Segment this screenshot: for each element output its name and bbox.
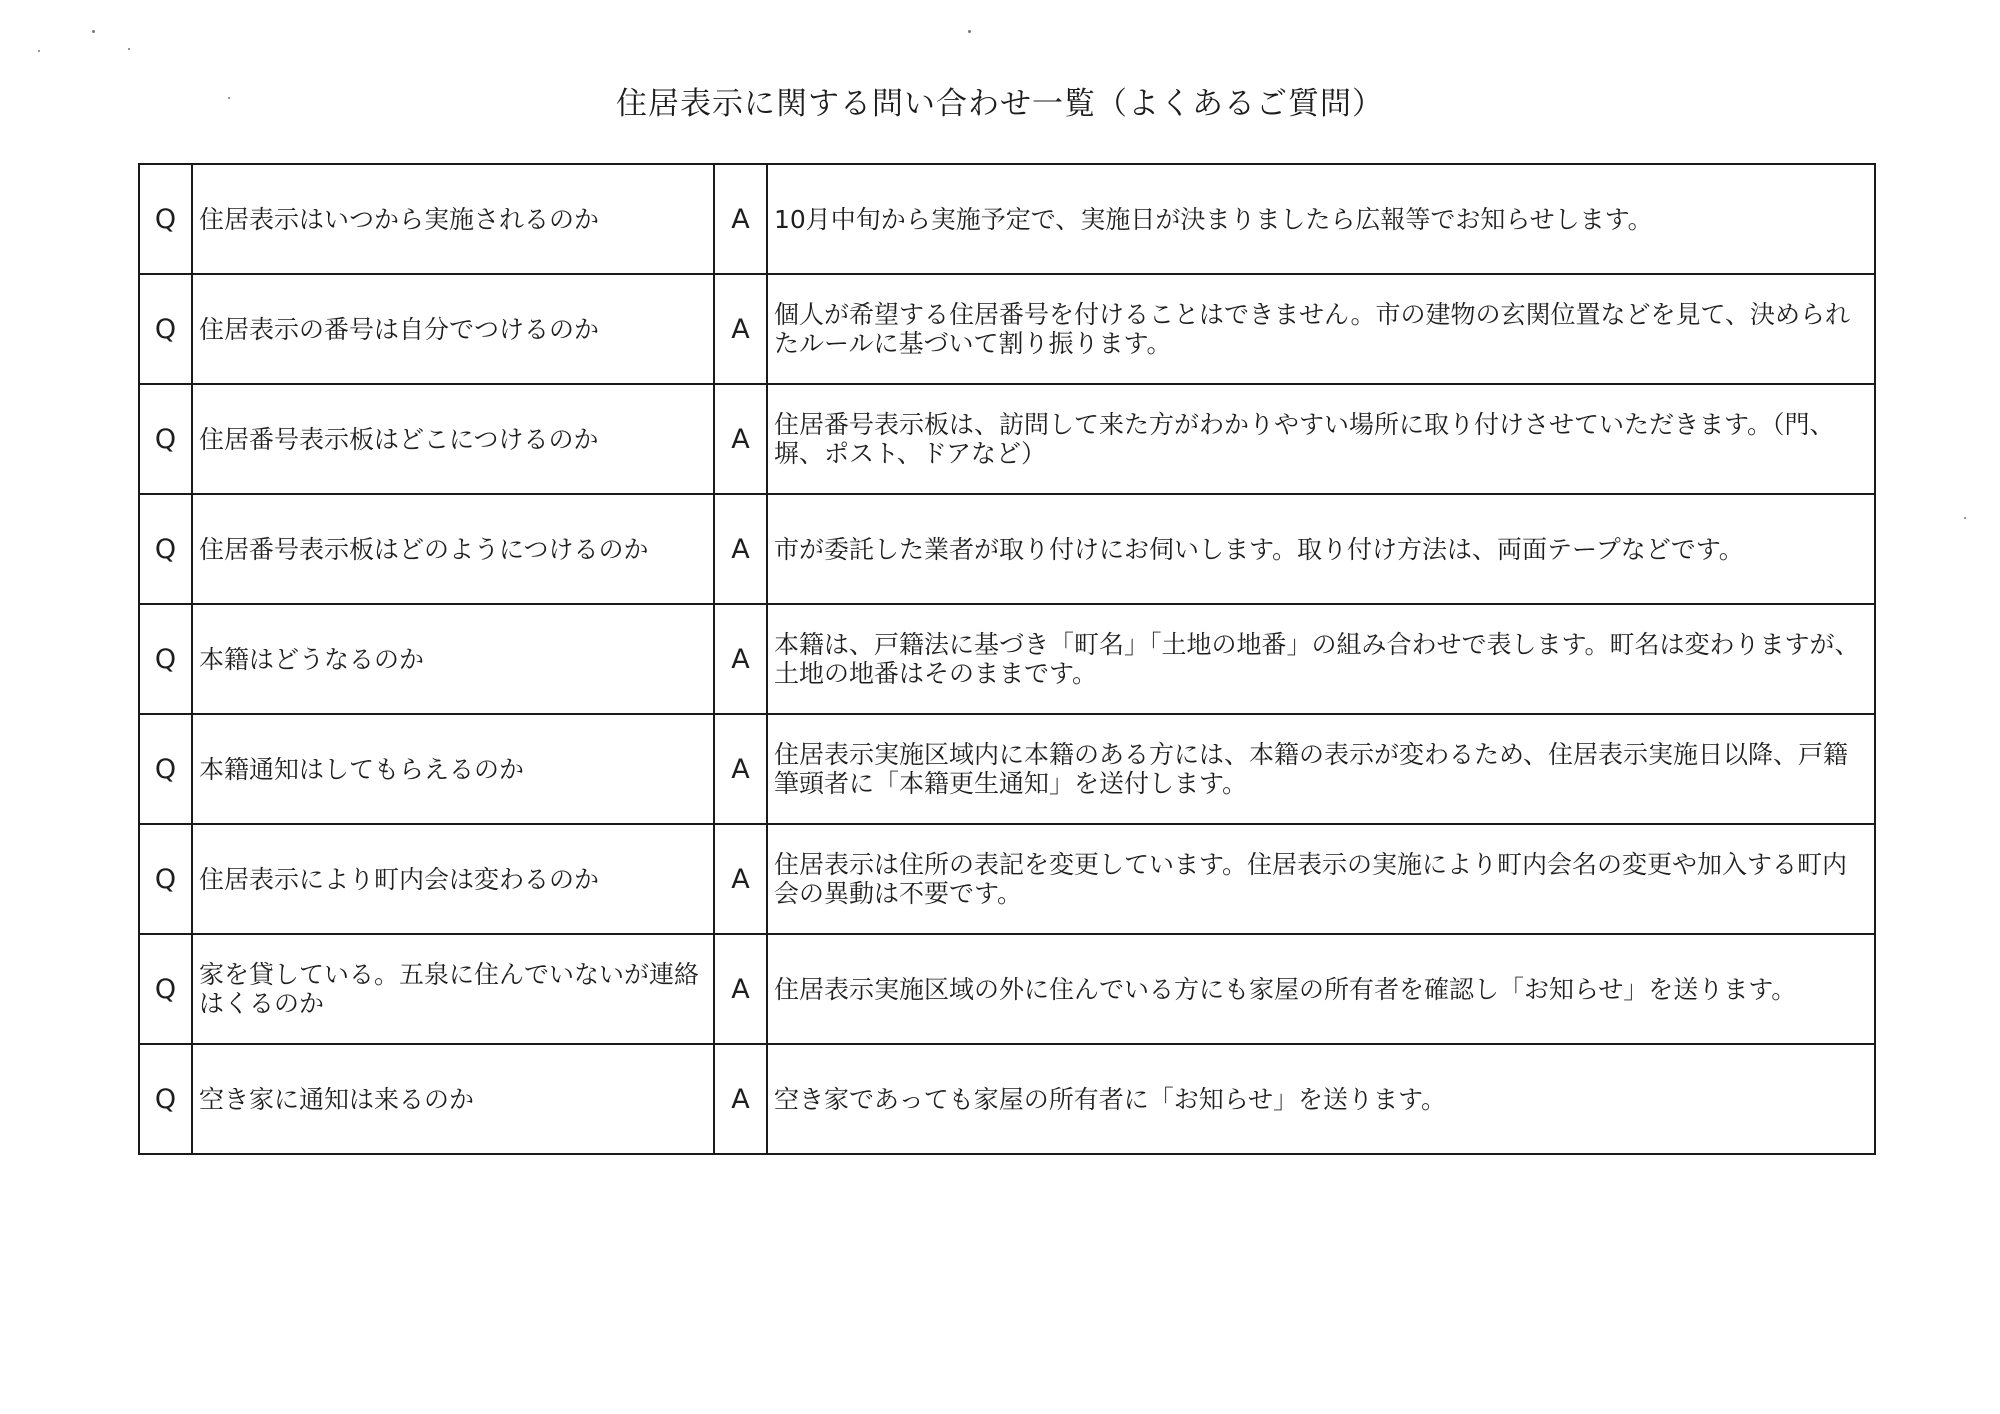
question-text: 家を貸している。五泉に住んでいないが連絡はくるのか bbox=[192, 934, 714, 1044]
scan-speck bbox=[1964, 517, 1966, 519]
answer-text: 10月中旬から実施予定で、実施日が決まりましたら広報等でお知らせします。 bbox=[767, 164, 1875, 274]
question-mark: Q bbox=[139, 604, 192, 714]
scan-speck bbox=[92, 30, 95, 33]
question-mark: Q bbox=[139, 714, 192, 824]
answer-mark: A bbox=[714, 1044, 767, 1154]
question-text: 住居表示の番号は自分でつけるのか bbox=[192, 274, 714, 384]
faq-row bbox=[139, 494, 1875, 604]
faq-row bbox=[139, 384, 1875, 494]
faq-row bbox=[139, 604, 1875, 714]
question-mark: Q bbox=[139, 934, 192, 1044]
scan-speck bbox=[38, 50, 40, 52]
question-text: 住居番号表示板はどのようにつけるのか bbox=[192, 494, 714, 604]
faq-table bbox=[138, 163, 1876, 1155]
answer-text: 住居表示実施区域内に本籍のある方には、本籍の表示が変わるため、住居表示実施日以降、戸籍筆頭者に「本籍更生通知」を送付します。 bbox=[767, 714, 1875, 824]
question-mark: Q bbox=[139, 274, 192, 384]
question-mark: Q bbox=[139, 494, 192, 604]
scan-speck bbox=[128, 48, 130, 50]
faq-row bbox=[139, 824, 1875, 934]
answer-text: 住居表示実施区域の外に住んでいる方にも家屋の所有者を確認し「お知らせ」を送ります。 bbox=[767, 934, 1875, 1044]
question-text: 空き家に通知は来るのか bbox=[192, 1044, 714, 1154]
faq-row bbox=[139, 714, 1875, 824]
page-title: 住居表示に関する問い合わせ一覧（よくあるご質問） bbox=[616, 86, 1384, 122]
answer-mark: A bbox=[714, 274, 767, 384]
answer-text: 住居表示は住所の表記を変更しています。住居表示の実施により町内会名の変更や加入する町内会の異動は不要です。 bbox=[767, 824, 1875, 934]
faq-row bbox=[139, 1044, 1875, 1154]
answer-mark: A bbox=[714, 384, 767, 494]
faq-row bbox=[139, 274, 1875, 384]
answer-mark: A bbox=[714, 824, 767, 934]
answer-mark: A bbox=[714, 604, 767, 714]
question-mark: Q bbox=[139, 1044, 192, 1154]
question-mark: Q bbox=[139, 384, 192, 494]
scan-speck bbox=[968, 30, 971, 33]
question-mark: Q bbox=[139, 164, 192, 274]
faq-row bbox=[139, 164, 1875, 274]
answer-text: 住居番号表示板は、訪問して来た方がわかりやすい場所に取り付けさせていただきます。（門、塀、ポスト、ドアなど） bbox=[767, 384, 1875, 494]
answer-text: 個人が希望する住居番号を付けることはできません。市の建物の玄関位置などを見て、決められたルールに基づいて割り振ります。 bbox=[767, 274, 1875, 384]
answer-mark: A bbox=[714, 494, 767, 604]
answer-text: 本籍は、戸籍法に基づき「町名」「土地の地番」の組み合わせで表します。町名は変わりますが、土地の地番はそのままです。 bbox=[767, 604, 1875, 714]
question-text: 本籍通知はしてもらえるのか bbox=[192, 714, 714, 824]
answer-mark: A bbox=[714, 934, 767, 1044]
faq-row bbox=[139, 934, 1875, 1044]
faq-body bbox=[139, 164, 1875, 1154]
question-text: 本籍はどうなるのか bbox=[192, 604, 714, 714]
answer-text: 空き家であっても家屋の所有者に「お知らせ」を送ります。 bbox=[767, 1044, 1875, 1154]
question-text: 住居表示により町内会は変わるのか bbox=[192, 824, 714, 934]
answer-text: 市が委託した業者が取り付けにお伺いします。取り付け方法は、両面テープなどです。 bbox=[767, 494, 1875, 604]
answer-mark: A bbox=[714, 164, 767, 274]
answer-mark: A bbox=[714, 714, 767, 824]
question-text: 住居表示はいつから実施されるのか bbox=[192, 164, 714, 274]
question-text: 住居番号表示板はどこにつけるのか bbox=[192, 384, 714, 494]
question-mark: Q bbox=[139, 824, 192, 934]
